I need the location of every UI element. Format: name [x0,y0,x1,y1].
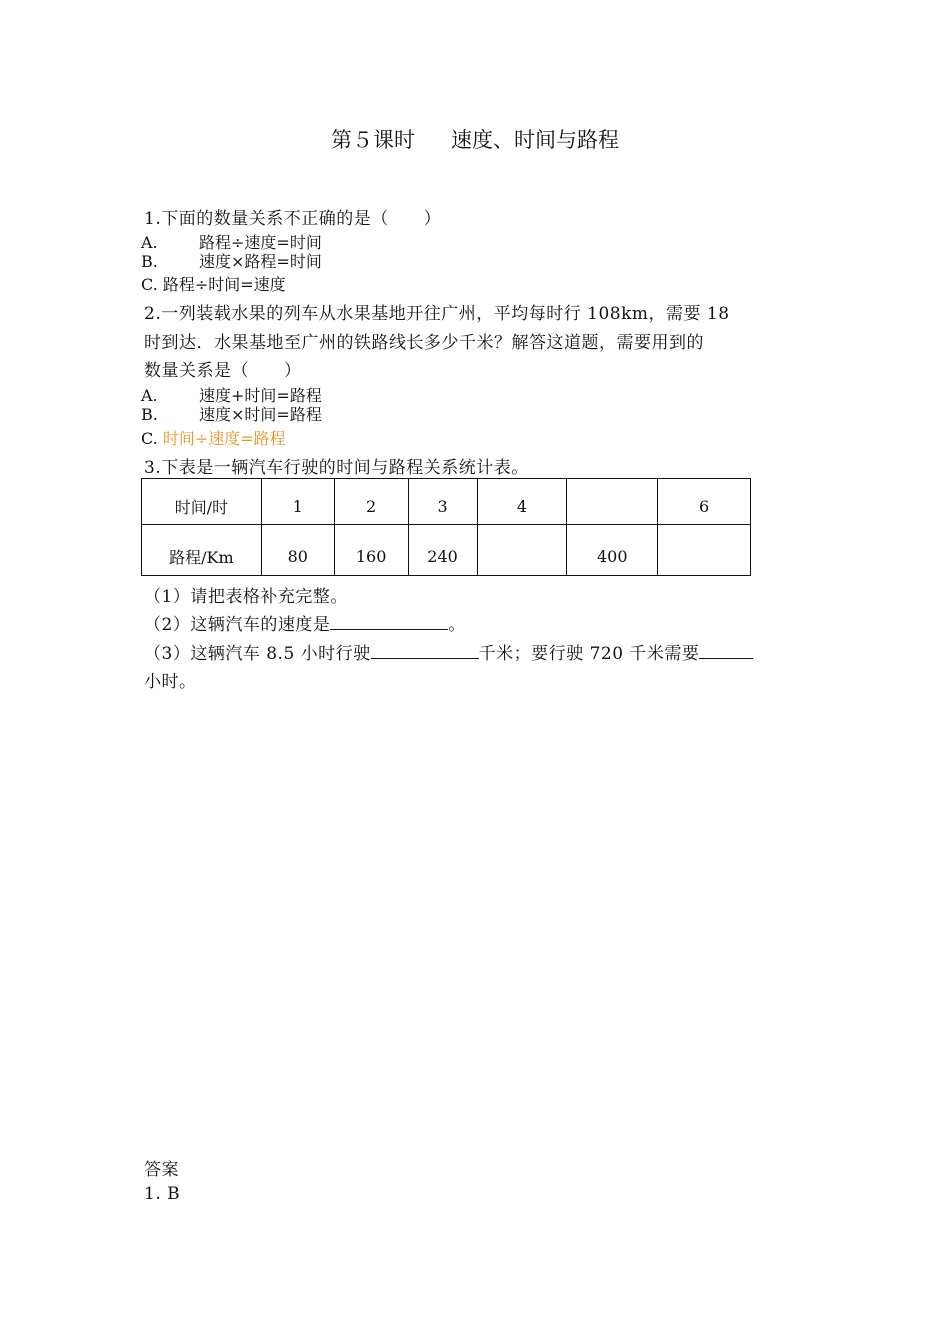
q2-stem-line3: 数量关系是（ ） [144,361,302,381]
table-cell [658,524,751,575]
table-cell: 400 [567,524,658,575]
time-distance-table [141,478,751,576]
q3-sub3: （3）这辆汽车 8.5 小时行驶 千米；要行驶 720 千米需要 [144,639,753,664]
table-cell: 4 [477,479,567,525]
table-cell: 80 [261,524,334,575]
table-row-time [142,479,751,525]
q3-sub2: （2）这辆汽车的速度是 。 [144,615,466,635]
lesson-topic: 速度、时间与路程 [451,128,619,152]
table-row-distance [142,524,751,575]
q2-option-c: C. 时间÷速度=路程 [141,429,286,448]
table-cell: 6 [658,479,751,525]
answers-heading: 答案 [144,1160,179,1180]
table-cell: 240 [408,524,477,575]
distance-answer-blank[interactable] [371,642,479,659]
q1-option-c: C. 路程÷时间=速度 [141,275,286,294]
page-title [0,124,950,154]
q1-stem: 1.下面的数量关系不正确的是（ ） [144,209,442,229]
hours-answer-blank[interactable] [699,642,753,659]
q3-sub1: （1）请把表格补充完整。 [144,587,348,607]
table-cell: 3 [408,479,477,525]
q2-stem-line1: 2.一列装载水果的列车从水果基地开往广州，平均每时行 108km，需要 18 [144,304,730,324]
answer-1: 1. B [144,1184,181,1204]
q1-option-a: A. 路程÷速度=时间 [141,233,322,252]
q2-option-a: A. 速度+时间=路程 [141,386,322,405]
q1-option-b: B. 速度×路程=时间 [141,252,322,271]
table-cell: 1 [261,479,334,525]
q2-option-b: B. 速度×时间=路程 [141,405,322,424]
table-cell [567,479,658,525]
q3-sub3-tail: 小时。 [144,672,197,692]
q3-stem: 3.下表是一辆汽车行驶的时间与路程关系统计表。 [144,458,529,478]
lesson-number: 第５课时 [331,128,415,152]
q2-stem-line2: 时到达．水果基地至广州的铁路线长多少千米？解答这道题，需要用到的 [144,333,704,353]
table-cell: 160 [334,524,408,575]
speed-answer-blank[interactable] [330,613,448,630]
table-cell: 路程/Km [142,524,262,575]
table-cell: 时间/时 [142,479,262,525]
table-cell [477,524,567,575]
table-cell: 2 [334,479,408,525]
